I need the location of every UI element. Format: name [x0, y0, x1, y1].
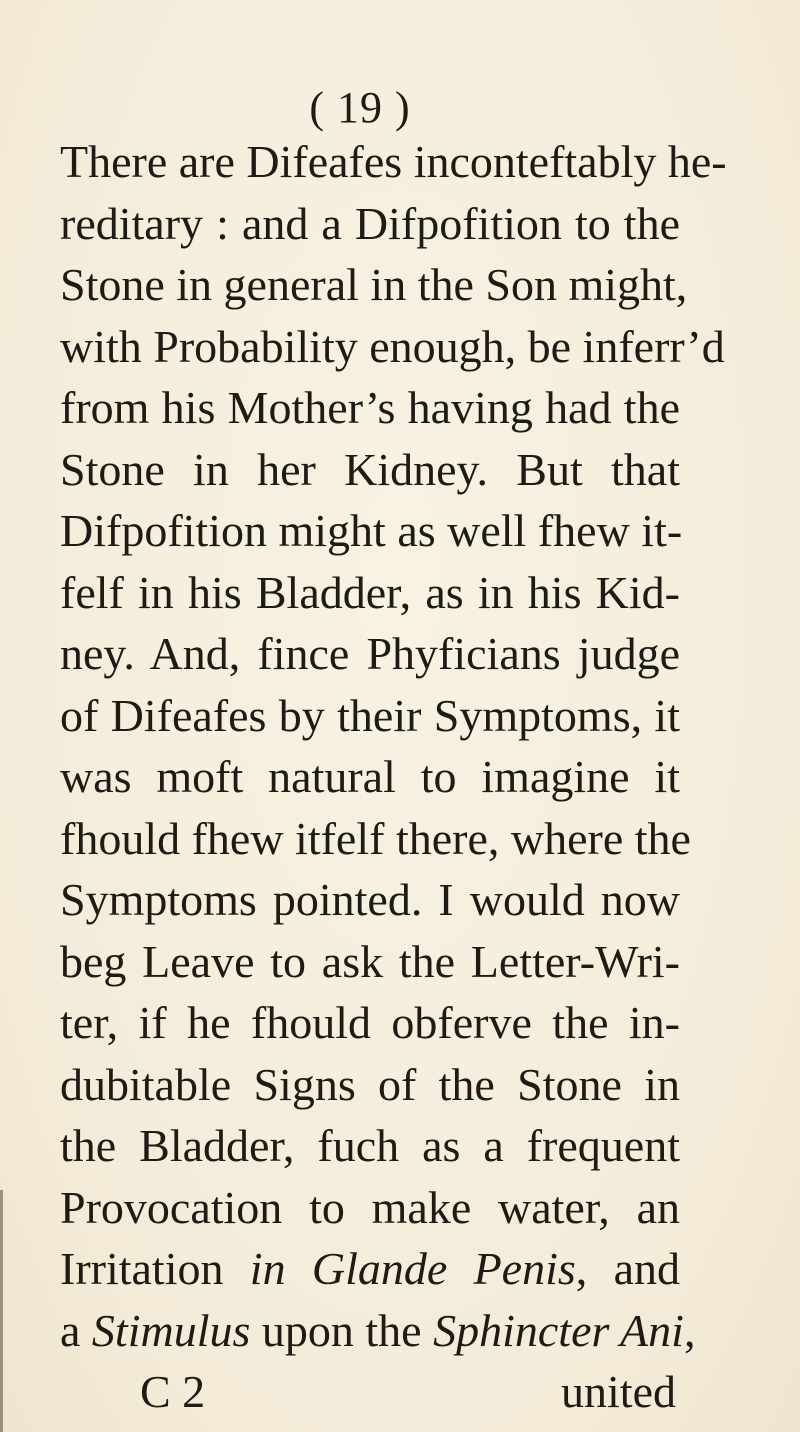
- text-segment: the Bladder, fuch as a frequent: [60, 1120, 680, 1171]
- text-line: [60, 439, 680, 501]
- text-line: [60, 316, 725, 378]
- text-segment: Provocation to make water, an: [60, 1181, 680, 1233]
- text-line: [60, 254, 688, 316]
- text-segment: , and: [575, 1243, 680, 1294]
- text-line: [60, 1177, 680, 1239]
- text-segment: upon the: [250, 1304, 434, 1356]
- text-segment: a: [60, 1304, 92, 1356]
- text-segment: ney. And, fince Phyficians judge: [60, 628, 680, 679]
- page-edge-shadow: [0, 1190, 3, 1432]
- text-segment: from his Mother’s having had the: [60, 382, 680, 433]
- italic-text: Sphincter Ani: [433, 1304, 684, 1356]
- text-line: [60, 685, 680, 747]
- signature-mark: C 2: [140, 1366, 206, 1417]
- text-segment: fhould fhew itfelf there, where the: [60, 812, 691, 864]
- text-segment: was moft natural to imagine it: [60, 751, 680, 802]
- text-line: [60, 1115, 680, 1177]
- text-line: [60, 562, 680, 624]
- catchword: united: [561, 1366, 676, 1417]
- signature-line: [60, 1361, 676, 1423]
- text-segment: felf in his Bladder, as in his Kid-: [60, 566, 680, 618]
- text-segment: Difpofition might as well fhew it-: [60, 505, 683, 556]
- text-segment: ter, if he fhould obferve the in-: [60, 997, 680, 1048]
- text-segment: reditary : and a Difpofition to the: [60, 197, 680, 249]
- text-segment: with Probability enough, be inferr’d: [60, 320, 725, 372]
- italic-text: in Glande Penis: [249, 1243, 576, 1294]
- text-segment: beg Leave to ask the Letter-Wri-: [60, 935, 680, 987]
- text-segment: dubitable Signs of the Stone in: [60, 1058, 680, 1110]
- text-line: [60, 500, 683, 562]
- text-segment: ,: [683, 1304, 696, 1356]
- text-line: [60, 1238, 680, 1300]
- text-segment: of Difeafes by their Symptoms, it: [60, 689, 680, 741]
- text-line: [60, 869, 680, 931]
- body-text: [60, 131, 727, 1423]
- page-number: ( 19 ): [309, 83, 411, 132]
- text-segment: Symptoms pointed. I would now: [60, 874, 680, 925]
- text-line: [60, 131, 727, 193]
- text-line: [60, 193, 680, 255]
- text-line: [60, 808, 691, 870]
- text-line: [60, 377, 680, 439]
- text-line: [60, 992, 680, 1054]
- italic-text: Stimulus: [91, 1304, 251, 1356]
- text-segment: There are Difeafes inconteftably he-: [60, 136, 727, 187]
- text-line: [60, 931, 680, 993]
- text-line: [60, 1300, 696, 1362]
- text-segment: Stone in her Kidney. But that: [60, 443, 680, 495]
- text-segment: Stone in general in the Son might,: [60, 259, 688, 310]
- text-line: [60, 623, 680, 685]
- text-line: [60, 746, 680, 808]
- text-line: [60, 1054, 680, 1116]
- text-segment: Irritation: [60, 1243, 250, 1294]
